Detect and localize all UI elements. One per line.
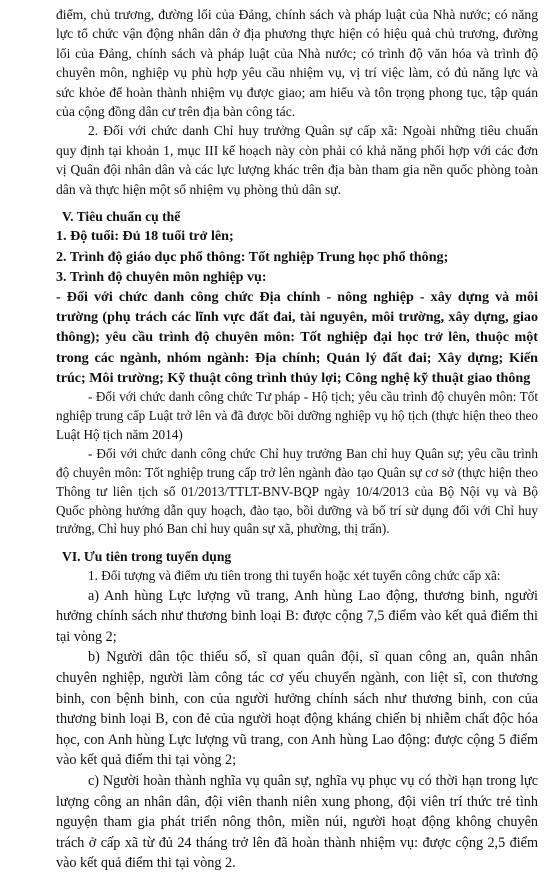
section-v-block [56,388,538,539]
paragraph-intro: điểm, chủ trương, đường lối của Đảng, chính sách và pháp luật của Nhà nước; có năng lực tổ chức vận động nhân dân ở địa phương thực hiện có hiệu quả chủ trương, đường lối của Đảng, chính sách và pháp luật của Nhà nước; có trình độ văn hóa và trình độ chuyên môn, nghiệp vụ phù hợp yêu cầu nhiệm vụ, vị trí việc làm, có đủ năng lực và sức khỏe để hoàn thành nhiệm vụ được giao; am hiểu và tôn trọng phong tục, tập quán của cộng đồng dân cư trên địa bàn công tác. [56,7,538,120]
criteria-cadastral: - Đối với chức danh công chức Địa chính - nông nghiệp - xây dựng và môi trường (phụ trách các lĩnh vực đất đai, tài nguyên, môi trường, xây dựng, giao thông); yêu cầu trình độ chuyên môn: Tốt nghiệp đại học trở lên, thuộc một trong các ngành, nhóm ngành: Địa chính; Quản lý đất đai; Xây dựng; Kiến trúc; Môi trường; Kỹ thuật công trình thủy lợi; Công nghệ kỹ thuật giao thông [56,289,538,386]
priority-a: a) Anh hùng Lực lượng vũ trang, Anh hùng Lao động, thương binh, người hưởng chính sách như thương binh loại B: được cộng 7,5 điểm vào kết quả điểm thi tại vòng 2; [56,587,538,645]
section-v-bold-block [56,226,538,388]
paragraph-commander-criteria: 2. Đối với chức danh Chỉ huy trưởng Quân sự cấp xã: Ngoài những tiêu chuẩn quy định tại khoản 1, mục III kế hoạch này còn phải có khả năng phối hợp với các đơn vị Quân đội nhân dân và các lực lượng khác trên địa bàn tham gia nền quốc phòng toàn dân và thực hiện một số nhiệm vụ phòng thủ dân sự. [56,123,538,197]
criteria-professional: 3. Trình độ chuyên môn nghiệp vụ: [56,268,267,285]
criteria-age: 1. Độ tuổi: Đủ 18 tuổi trở lên; [56,228,234,245]
criteria-justice: - Đối với chức danh công chức Tư pháp - Hộ tịch; yêu cầu trình độ chuyên môn: Tốt nghiệp trung cấp Luật trở lên và đã được bồi dưỡng nghiệp vụ hộ tịch (thực hiện theo theo Luật Hộ tịch năm 2014) [56,389,538,442]
section-vi-block [56,586,538,874]
priority-intro: 1. Đối tượng và điểm ưu tiên trong thi tuyển hoặc xét tuyển công chức cấp xã: [88,567,501,583]
heading-section-vi: VI. Ưu tiên trong tuyển dụng [62,549,232,565]
criteria-education: 2. Trình độ giáo dục phổ thông: Tốt nghiệp Trung học phổ thông; [56,248,449,265]
priority-c: c) Người hoàn thành nghĩa vụ quân sự, nghĩa vụ phục vụ có thời hạn trong lực lượng công an nhân dân, đội viên thanh niên xung phong, đội viên trí thức trẻ tình nguyện tham gia phát triển nông thôn, miền núi, người hoạt động không chuyên trách ở cấp xã từ đủ 24 tháng trở lên đã hoàn thành nhiệm vụ: được cộng 2,5 điểm vào kết quả điểm thi tại vòng 2. [56,773,538,872]
heading-section-v: V. Tiêu chuẩn cụ thể [62,209,181,225]
criteria-military: - Đối với chức danh công chức Chỉ huy trưởng Ban chỉ huy Quân sự; yêu cầu trình độ chuyên môn: Tốt nghiệp trung cấp trở lên ngành đào tạo Quân sự cơ sở (thực hiện theo Thông tư liên tịch số 01/2013/TTLT-BNV-BQP ngày 10/4/2013 của Bộ Nội vụ và Bộ Quốc phòng hướng dẫn quy hoạch, đào tạo, bồi dưỡng và bố trí sử dụng đối với Chỉ huy trưởng, Chỉ huy phó Ban chỉ huy quân sự xã, phường, thị trấn). [56,445,538,537]
priority-b: b) Người dân tộc thiểu số, sĩ quan quân đội, sĩ quan công an, quân nhân chuyên nghiệp, người làm công tác cơ yếu chuyển ngành, con liệt sĩ, con thương binh, con bệnh binh, con của người hưởng chính sách như thương binh, con của thương binh loại B, con đẻ của người hoạt động kháng chiến bị nhiễm chất độc hóa học, con Anh hùng Lực lượng vũ trang, con Anh hùng Lao động: được cộng 5 điểm vào kết quả điểm thi tại vòng 2; [56,649,538,769]
